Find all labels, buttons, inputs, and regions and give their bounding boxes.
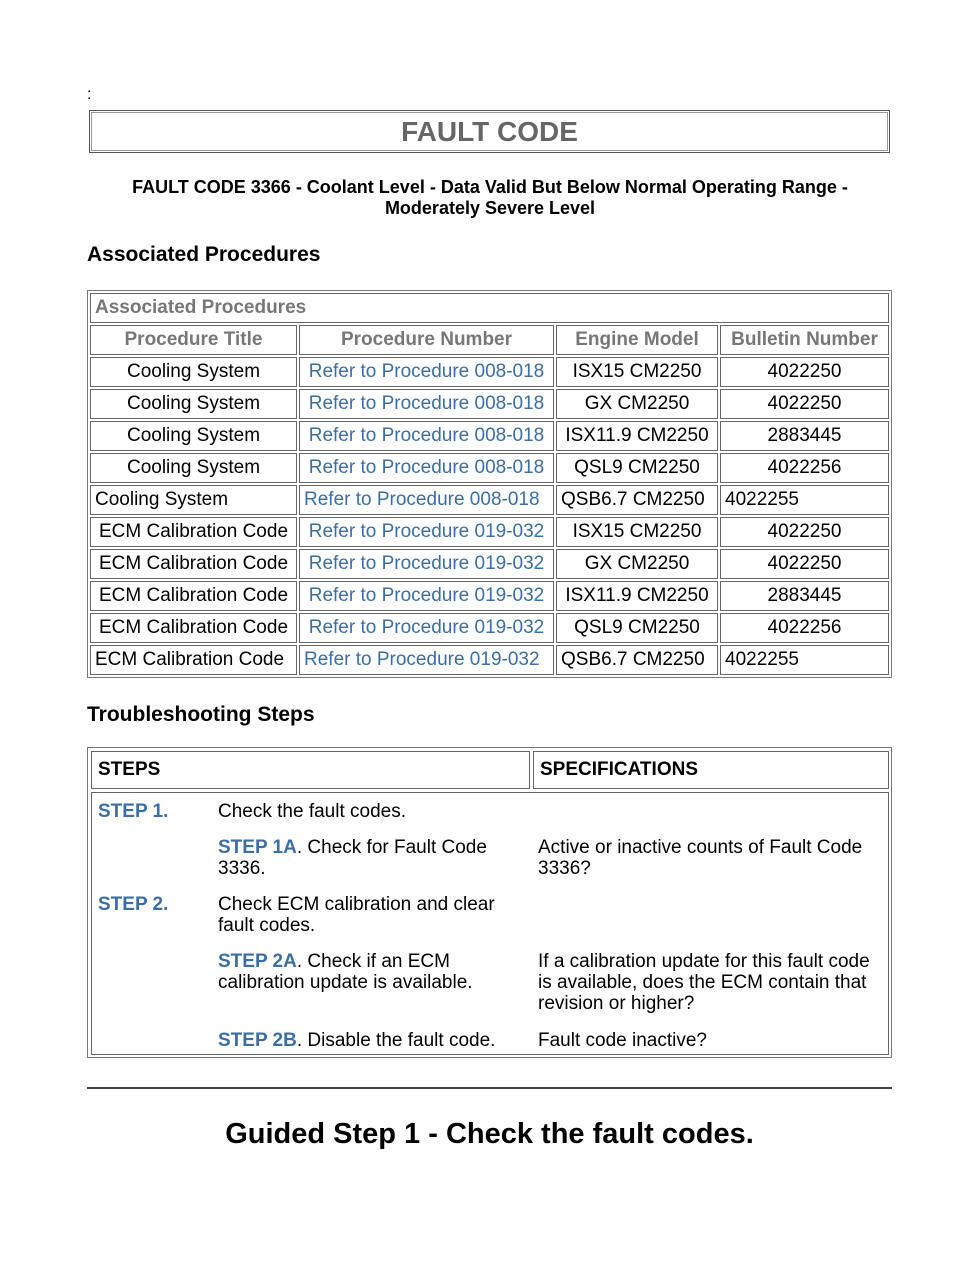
step1a-label[interactable]: STEP 1A bbox=[218, 837, 297, 858]
step1-text: Check the fault codes. bbox=[218, 801, 406, 822]
cell-engine-model: QSB6.7 CM2250 bbox=[556, 485, 718, 515]
cell-procedure-title: ECM Calibration Code bbox=[90, 613, 297, 643]
cell-engine-model: QSB6.7 CM2250 bbox=[556, 645, 718, 675]
procedure-link[interactable]: Refer to Procedure 019-032 bbox=[299, 549, 554, 579]
fault-code-banner bbox=[89, 110, 890, 153]
step2b-label[interactable]: STEP 2B bbox=[218, 1030, 297, 1051]
procedure-link[interactable]: Refer to Procedure 008-018 bbox=[299, 389, 554, 419]
step2a-spec-line3: revision or higher? bbox=[538, 993, 695, 1014]
specifications-header: SPECIFICATIONS bbox=[533, 751, 889, 789]
cell-procedure-title: Cooling System bbox=[90, 485, 297, 515]
table-row bbox=[90, 645, 889, 675]
table-row bbox=[90, 613, 889, 643]
procedure-link[interactable]: Refer to Procedure 019-032 bbox=[299, 613, 554, 643]
step2b-text-line: . Disable the fault code. bbox=[296, 1030, 496, 1051]
associated-procedures-table bbox=[87, 290, 892, 678]
fault-code-title-line2: Moderately Severe Level bbox=[384, 198, 596, 218]
step2-label[interactable]: STEP 2. bbox=[98, 894, 169, 915]
cell-bulletin-number: 4022256 bbox=[720, 453, 889, 483]
step1a-text bbox=[218, 837, 518, 879]
fault-code-title-line1: FAULT CODE 3366 - Coolant Level - Data Valid But Below Normal Operating Range - bbox=[132, 177, 848, 197]
cell-bulletin-number: 2883445 bbox=[720, 421, 889, 451]
associated-procedures-heading: Associated Procedures bbox=[87, 243, 321, 266]
procedure-link[interactable]: Refer to Procedure 008-018 bbox=[299, 421, 554, 451]
step2-text-line2: fault codes. bbox=[218, 915, 316, 936]
procedure-link[interactable]: Refer to Procedure 008-018 bbox=[299, 453, 554, 483]
cell-bulletin-number: 4022250 bbox=[720, 389, 889, 419]
step2-text-line1: Check ECM calibration and clear bbox=[218, 894, 495, 915]
cell-engine-model: GX CM2250 bbox=[556, 549, 718, 579]
troubleshooting-body bbox=[91, 792, 889, 1055]
cell-procedure-title: Cooling System bbox=[90, 453, 297, 483]
cell-bulletin-number: 4022255 bbox=[720, 485, 889, 515]
step1-label-wrap bbox=[98, 801, 168, 822]
cell-procedure-title: ECM Calibration Code bbox=[90, 517, 297, 547]
cell-bulletin-number: 4022250 bbox=[720, 549, 889, 579]
cell-engine-model: ISX15 CM2250 bbox=[556, 357, 718, 387]
prefix-colon: : bbox=[87, 86, 92, 103]
troubleshooting-steps-heading: Troubleshooting Steps bbox=[87, 703, 315, 726]
step1a-text-line1: . Check for Fault Code bbox=[296, 837, 487, 858]
step2a-text-line1: . Check if an ECM bbox=[296, 951, 450, 972]
step2-label-wrap bbox=[98, 894, 168, 915]
column-header-engine-model: Engine Model bbox=[556, 325, 718, 355]
cell-procedure-title: Cooling System bbox=[90, 357, 297, 387]
procedure-link[interactable]: Refer to Procedure 019-032 bbox=[299, 517, 554, 547]
procedure-link[interactable]: Refer to Procedure 008-018 bbox=[299, 485, 554, 515]
cell-bulletin-number: 4022256 bbox=[720, 613, 889, 643]
table-row bbox=[90, 517, 889, 547]
table-row bbox=[90, 389, 889, 419]
cell-engine-model: QSL9 CM2250 bbox=[556, 613, 718, 643]
cell-engine-model: ISX11.9 CM2250 bbox=[556, 421, 718, 451]
step2a-spec-line2: is available, does the ECM contain that bbox=[538, 972, 867, 993]
cell-engine-model: ISX11.9 CM2250 bbox=[556, 581, 718, 611]
fault-code-title bbox=[90, 177, 890, 219]
column-header-bulletin-number: Bulletin Number bbox=[720, 325, 889, 355]
column-header-procedure-number: Procedure Number bbox=[299, 325, 554, 355]
steps-header: STEPS bbox=[91, 751, 530, 789]
cell-engine-model: ISX15 CM2250 bbox=[556, 517, 718, 547]
cell-bulletin-number: 4022250 bbox=[720, 517, 889, 547]
step2b-spec: Fault code inactive? bbox=[538, 1030, 707, 1051]
table-row bbox=[90, 421, 889, 451]
step1a-spec bbox=[538, 837, 883, 879]
step2a-text-line2: calibration update is available. bbox=[218, 972, 473, 993]
step2a-label[interactable]: STEP 2A bbox=[218, 951, 297, 972]
cell-bulletin-number: 4022250 bbox=[720, 357, 889, 387]
procedure-link[interactable]: Refer to Procedure 008-018 bbox=[299, 357, 554, 387]
table-row bbox=[90, 549, 889, 579]
procedure-link[interactable]: Refer to Procedure 019-032 bbox=[299, 645, 554, 675]
step1a-spec-line1: Active or inactive counts of Fault Code bbox=[538, 837, 863, 858]
procedure-link[interactable]: Refer to Procedure 019-032 bbox=[299, 581, 554, 611]
cell-procedure-title: Cooling System bbox=[90, 389, 297, 419]
cell-engine-model: QSL9 CM2250 bbox=[556, 453, 718, 483]
step1a-spec-line2: 3336? bbox=[538, 858, 591, 879]
step1-label[interactable]: STEP 1. bbox=[98, 801, 169, 822]
guided-step-title: Guided Step 1 - Check the fault codes. bbox=[225, 1118, 754, 1150]
cell-procedure-title: ECM Calibration Code bbox=[90, 645, 297, 675]
step1a-text-line2: 3336. bbox=[218, 858, 266, 879]
table-row bbox=[90, 357, 889, 387]
table-row bbox=[90, 453, 889, 483]
cell-procedure-title: Cooling System bbox=[90, 421, 297, 451]
troubleshooting-table bbox=[87, 747, 892, 1058]
cell-bulletin-number: 2883445 bbox=[720, 581, 889, 611]
step2a-text bbox=[218, 951, 518, 993]
column-header-procedure-title: Procedure Title bbox=[90, 325, 297, 355]
cell-bulletin-number: 4022255 bbox=[720, 645, 889, 675]
section-divider bbox=[87, 1087, 892, 1089]
table-row bbox=[90, 581, 889, 611]
table-caption: Associated Procedures bbox=[90, 293, 889, 323]
step2b-text bbox=[218, 1030, 518, 1051]
cell-procedure-title: ECM Calibration Code bbox=[90, 581, 297, 611]
step2-text bbox=[218, 894, 518, 936]
step2a-spec bbox=[538, 951, 883, 1014]
cell-procedure-title: ECM Calibration Code bbox=[90, 549, 297, 579]
table-row bbox=[90, 485, 889, 515]
banner-title: FAULT CODE bbox=[401, 116, 578, 147]
cell-engine-model: GX CM2250 bbox=[556, 389, 718, 419]
step2a-spec-line1: If a calibration update for this fault code bbox=[538, 951, 870, 972]
